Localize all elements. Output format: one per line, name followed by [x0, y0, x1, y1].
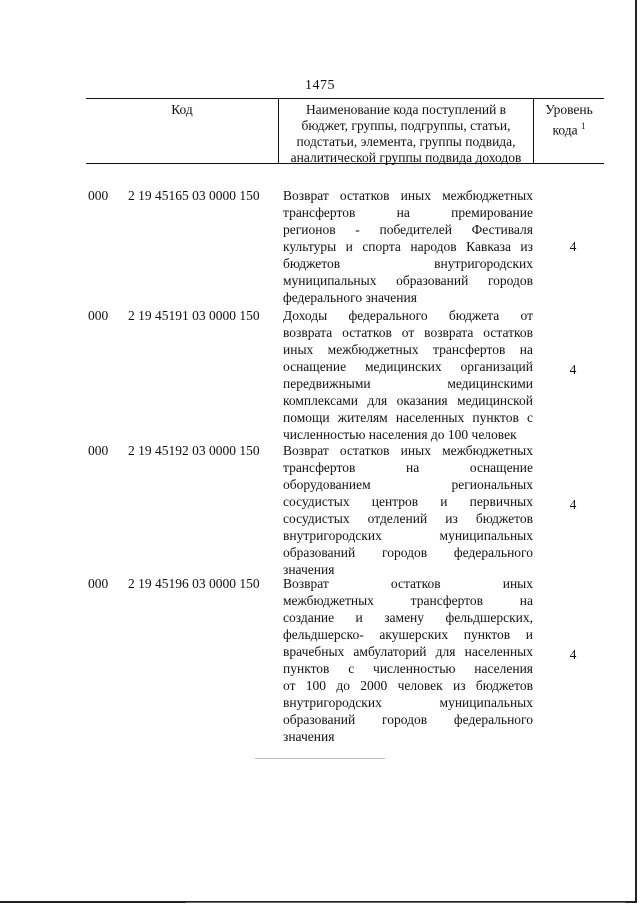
scan-artifact-line [255, 758, 385, 759]
row-description-line: комплексами для оказания медицинской [283, 393, 533, 408]
row-description-line: передвижными медицинскими [283, 376, 533, 391]
row-description-line: возврата остатков от возврата остатков [283, 325, 533, 340]
row-description-line: от 100 до 2000 человек из бюджетов [283, 678, 533, 693]
header-name-line: подстатьи, элемента, группы подвида, [296, 134, 516, 149]
row-description-line: фельдшерско- акушерских пунктов и [283, 627, 533, 642]
row-description-line: врачебных амбулаторий для населенных [283, 644, 533, 659]
row-description-line: значения [283, 562, 335, 577]
row-description-line: внутригородских муниципальных [283, 528, 533, 543]
row-description-line: пунктов с численностью населения [283, 661, 533, 676]
row-description-line: внутригородских муниципальных [283, 695, 533, 710]
row-level: 4 [569, 497, 577, 512]
scan-artifact-line [186, 902, 626, 903]
row-code-prefix: 000 [88, 308, 109, 323]
row-description-line: трансфертов на премирование [283, 205, 533, 220]
row-description-line: Возврат остатков иных [283, 576, 533, 591]
row-description-line: оборудованием региональных [283, 477, 533, 492]
row-description-line: регионов - победителей Фестиваля [283, 222, 533, 237]
row-description-line: помощи жителям населенных пунктов с [283, 410, 533, 425]
row-description-line: культуры и спорта народов Кавказа из [283, 239, 533, 254]
header-level-line2: кода [552, 122, 578, 138]
row-description-line: муниципальных образований городов [283, 273, 533, 288]
row-code-prefix: 000 [88, 443, 109, 458]
row-description-line: создание и замену фельдшерских, [283, 610, 533, 625]
header-level [534, 99, 604, 163]
row-description-line: федерального значения [283, 290, 417, 305]
row-description-line: оснащение медицинских организаций [283, 359, 533, 374]
row-code-prefix: 000 [88, 188, 109, 203]
row-description-line: Возврат остатков иных межбюджетных [283, 443, 533, 458]
row-level: 4 [569, 239, 577, 254]
header-level-line1: Уровень [545, 102, 593, 117]
table-header [86, 98, 604, 164]
row-level: 4 [569, 647, 577, 662]
row-description-line: образований городов федерального [283, 712, 533, 727]
row-code: 2 19 45196 03 0000 150 [128, 576, 260, 591]
row-description-line: бюджетов внутригородских [283, 256, 533, 271]
row-code: 2 19 45192 03 0000 150 [128, 443, 260, 458]
page-number: 1475 [305, 78, 335, 93]
header-code-label: Код [171, 102, 193, 117]
row-description-line: межбюджетных трансфертов на [283, 593, 533, 608]
header-name-line: бюджет, группы, подгруппы, статьи, [301, 118, 511, 133]
row-code: 2 19 45191 03 0000 150 [128, 308, 260, 323]
row-description-line: численностью населения до 100 человек [283, 427, 517, 442]
header-level-footnote: 1 [580, 121, 586, 131]
row-code-prefix: 000 [88, 576, 109, 591]
row-description-line: Доходы федерального бюджета от [283, 308, 533, 323]
row-description-line: значения [283, 729, 335, 744]
header-code [86, 99, 278, 163]
header-name [278, 99, 534, 163]
row-description [283, 187, 533, 306]
header-name-line: Наименование кода поступлений в [305, 102, 507, 117]
row-level: 4 [569, 362, 577, 377]
row-description-line: Возврат остатков иных межбюджетных [283, 188, 533, 203]
row-description-line: иных межбюджетных трансфертов на [283, 342, 533, 357]
row-description-line: сосудистых центров и первичных [283, 494, 533, 509]
row-description-line: образований городов федерального [283, 545, 533, 560]
row-description-line: трансфертов на оснащение [283, 460, 533, 475]
header-name-line: аналитической группы подвида доходов [290, 150, 522, 165]
row-description [283, 307, 533, 443]
row-description [283, 442, 533, 578]
row-description [283, 575, 533, 745]
row-code: 2 19 45165 03 0000 150 [128, 188, 260, 203]
row-description-line: сосудистых отделений из бюджетов [283, 511, 533, 526]
